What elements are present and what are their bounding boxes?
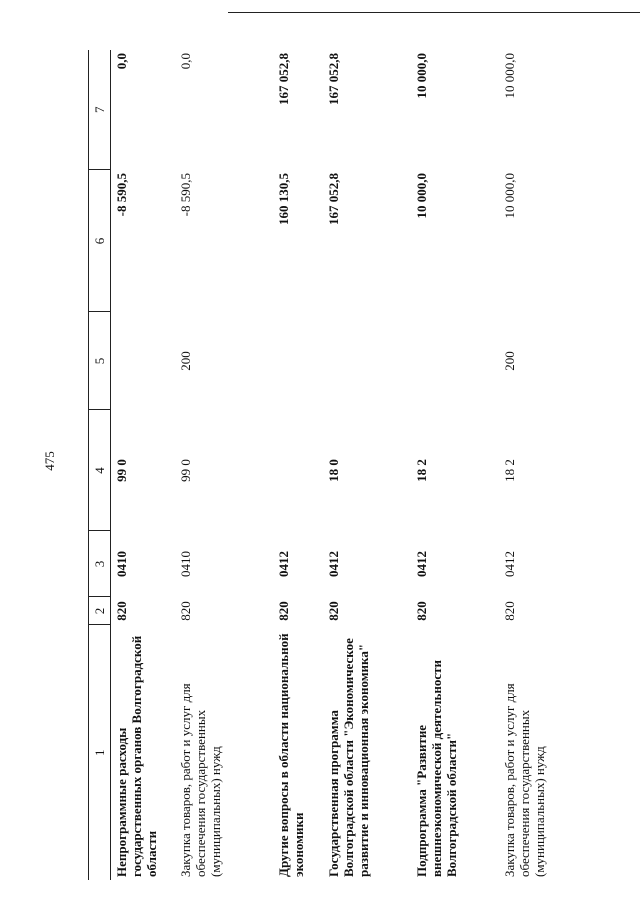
row-code-5 xyxy=(411,312,499,410)
row-value-6: -8 590,5 xyxy=(177,173,193,217)
row-code-5: 200 xyxy=(177,351,193,371)
row-value-7: 10 000,0 xyxy=(413,53,429,99)
row-code-2: 820 xyxy=(501,601,517,621)
row-code-2: 820 xyxy=(275,601,291,621)
row-code-2: 820 xyxy=(325,601,341,621)
rotated-table-container xyxy=(88,50,547,880)
row-name: Закупка товаров, работ и услуг для обеспечения государственных (муниципальных) нужд xyxy=(177,683,223,877)
row-value-6: 10 000,0 xyxy=(501,173,517,219)
budget-table xyxy=(88,50,599,880)
row-code-5 xyxy=(323,312,411,410)
row-code-4 xyxy=(273,410,323,531)
row-code-3: 0412 xyxy=(275,551,291,577)
row-code-3: 0410 xyxy=(177,551,193,577)
row-code-4: 18 0 xyxy=(325,459,341,482)
row-name: Подпрограмма "Развитие внешнеэкономической деятельности Волгоградской области" xyxy=(413,660,459,877)
row-name: Непрограммные расходы государственных органов Волгоградской области xyxy=(114,635,159,877)
row-code-5 xyxy=(273,312,323,410)
row-code-3: 0412 xyxy=(501,551,517,577)
header-col-5: 5 xyxy=(89,312,111,410)
row-code-3: 0410 xyxy=(114,551,129,577)
header-col-6: 6 xyxy=(89,170,111,312)
row-value-7: 0,0 xyxy=(114,53,129,70)
row-code-4: 99 0 xyxy=(177,459,193,482)
row-code-4: 18 2 xyxy=(501,459,517,482)
row-code-2: 820 xyxy=(177,601,193,621)
header-col-7: 7 xyxy=(89,50,111,170)
scan-edge-line xyxy=(228,12,640,13)
row-code-3: 0412 xyxy=(325,551,341,577)
row-value-6: -8 590,5 xyxy=(114,173,129,217)
row-name: Другие вопросы в области национальной экономики xyxy=(275,633,306,877)
header-row xyxy=(89,50,111,880)
row-code-5 xyxy=(111,312,175,410)
row-value-6: 10 000,0 xyxy=(413,173,429,219)
row-value-6: 167 052,8 xyxy=(325,173,341,225)
table-row xyxy=(175,50,273,880)
table-row xyxy=(273,50,323,880)
header-col-2: 2 xyxy=(89,597,111,625)
row-value-7: 167 052,8 xyxy=(275,53,291,105)
row-value-7: 167 052,8 xyxy=(325,53,341,105)
header-col-3: 3 xyxy=(89,531,111,597)
row-code-2: 820 xyxy=(114,601,129,621)
row-value-7: 10 000,0 xyxy=(501,53,517,99)
row-code-2: 820 xyxy=(413,601,429,621)
page-number: 475 xyxy=(42,451,57,471)
table-row xyxy=(111,50,175,880)
row-value-6: 160 130,5 xyxy=(275,173,291,225)
row-value-7: 0,0 xyxy=(177,53,193,70)
row-name: Государственная программа Волгоградской области "Экономическое развитие и инновационная экономика" xyxy=(325,638,371,877)
row-code-5: 200 xyxy=(501,351,517,371)
row-name: Закупка товаров, работ и услуг для обеспечения государственных (муниципальных) нужд xyxy=(501,683,547,877)
header-col-4: 4 xyxy=(89,410,111,531)
table-row xyxy=(499,50,599,880)
row-code-4: 99 0 xyxy=(114,459,129,482)
row-code-4: 18 2 xyxy=(413,459,429,482)
row-code-3: 0412 xyxy=(413,551,429,577)
header-col-1: 1 xyxy=(89,625,111,880)
table-row xyxy=(411,50,499,880)
table-row xyxy=(323,50,411,880)
